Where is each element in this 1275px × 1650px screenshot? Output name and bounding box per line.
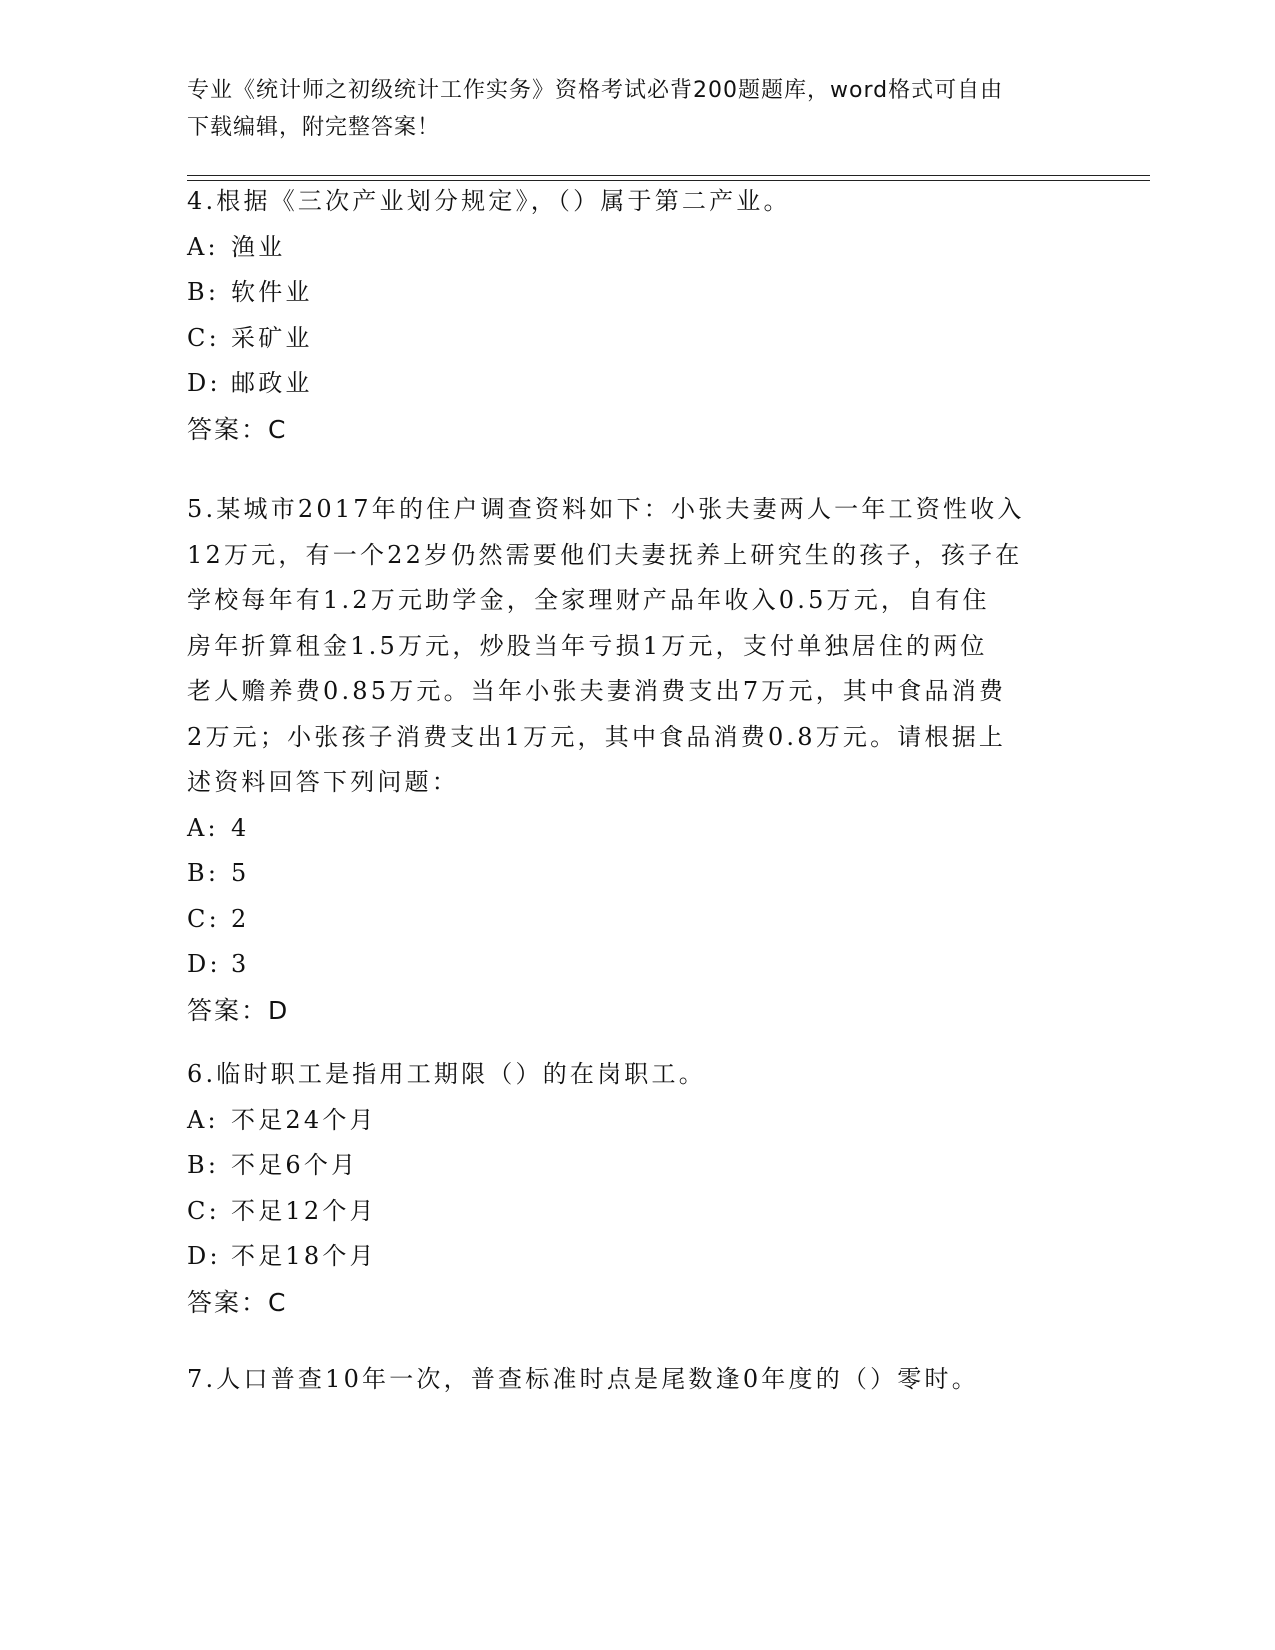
option-d [187,1234,1087,1280]
option-label: C: [187,1196,220,1225]
option-label: A: [187,1105,219,1134]
option-a [187,1098,1087,1144]
option-c [187,1189,1087,1235]
option-c [187,897,1087,943]
option-d [187,361,1087,407]
header-line-1: 专业《统计师之初级统计工作实务》资格考试必背200题题库，word格式可自由 [187,78,1004,103]
option-b [187,1143,1087,1189]
option-label: C: [187,323,220,352]
option-text: 不足18个月 [231,1242,377,1270]
question-6 [187,1052,1087,1325]
question-5 [187,487,1087,1033]
option-text: 2 [231,904,250,933]
question-4 [187,179,1087,452]
question-stem-line: 6.临时职工是指用工期限（）的在岗职工。 [187,1060,706,1088]
option-text: 采矿业 [231,323,313,352]
answer-line: 答案：C [187,1287,288,1317]
option-text: 不足12个月 [231,1196,377,1225]
question-7 [187,1357,1087,1403]
question-stem-line: 12万元，有一个22岁仍然需要他们夫妻抚养上研究生的孩子，孩子在 [187,540,1023,569]
option-a [187,225,1087,271]
option-b [187,851,1087,897]
option-text: 5 [231,859,250,887]
option-label: B: [187,859,220,887]
header-line-2: 下载编辑，附完整答案！ [187,115,441,140]
option-d [187,942,1087,988]
question-stem-line: 4.根据《三次产业划分规定》，（）属于第二产业。 [187,187,791,215]
answer-line: 答案：C [187,414,288,444]
header-divider-top [187,175,1150,176]
option-text: 3 [231,950,250,978]
question-stem-line: 述资料回答下列问题： [187,768,459,796]
option-label: D: [187,369,221,397]
option-text: 渔业 [231,232,286,261]
option-c [187,316,1087,362]
option-text: 邮政业 [231,369,313,397]
option-text: 不足6个月 [231,1151,359,1179]
option-text: 4 [231,813,250,842]
option-label: A: [187,232,219,261]
option-label: B: [187,278,220,306]
option-text: 软件业 [231,278,313,306]
question-stem-line: 5.某城市2017年的住户调查资料如下：小张夫妻两人一年工资性收入 [187,495,1025,523]
answer-line: 答案：D [187,995,290,1025]
question-stem-line: 学校每年有1.2万元助学金，全家理财产品年收入0.5万元，自有住 [187,586,990,614]
option-a [187,806,1087,852]
question-stem-line: 房年折算租金1.5万元，炒股当年亏损1万元，支付单独居住的两位 [187,631,988,660]
document-header [187,72,1067,146]
option-label: D: [187,950,221,978]
option-label: D: [187,1242,221,1270]
option-label: B: [187,1151,220,1179]
option-b [187,270,1087,316]
question-stem-line: 7.人口普查10年一次，普查标准时点是尾数逢0年度的（）零时。 [187,1365,979,1393]
option-text: 不足24个月 [231,1105,377,1134]
option-label: C: [187,904,220,933]
question-stem-line: 老人赡养费0.85万元。当年小张夫妻消费支出7万元，其中食品消费 [187,677,1007,705]
option-label: A: [187,813,219,842]
question-stem-line: 2万元；小张孩子消费支出1万元，其中食品消费0.8万元。请根据上 [187,722,1007,751]
